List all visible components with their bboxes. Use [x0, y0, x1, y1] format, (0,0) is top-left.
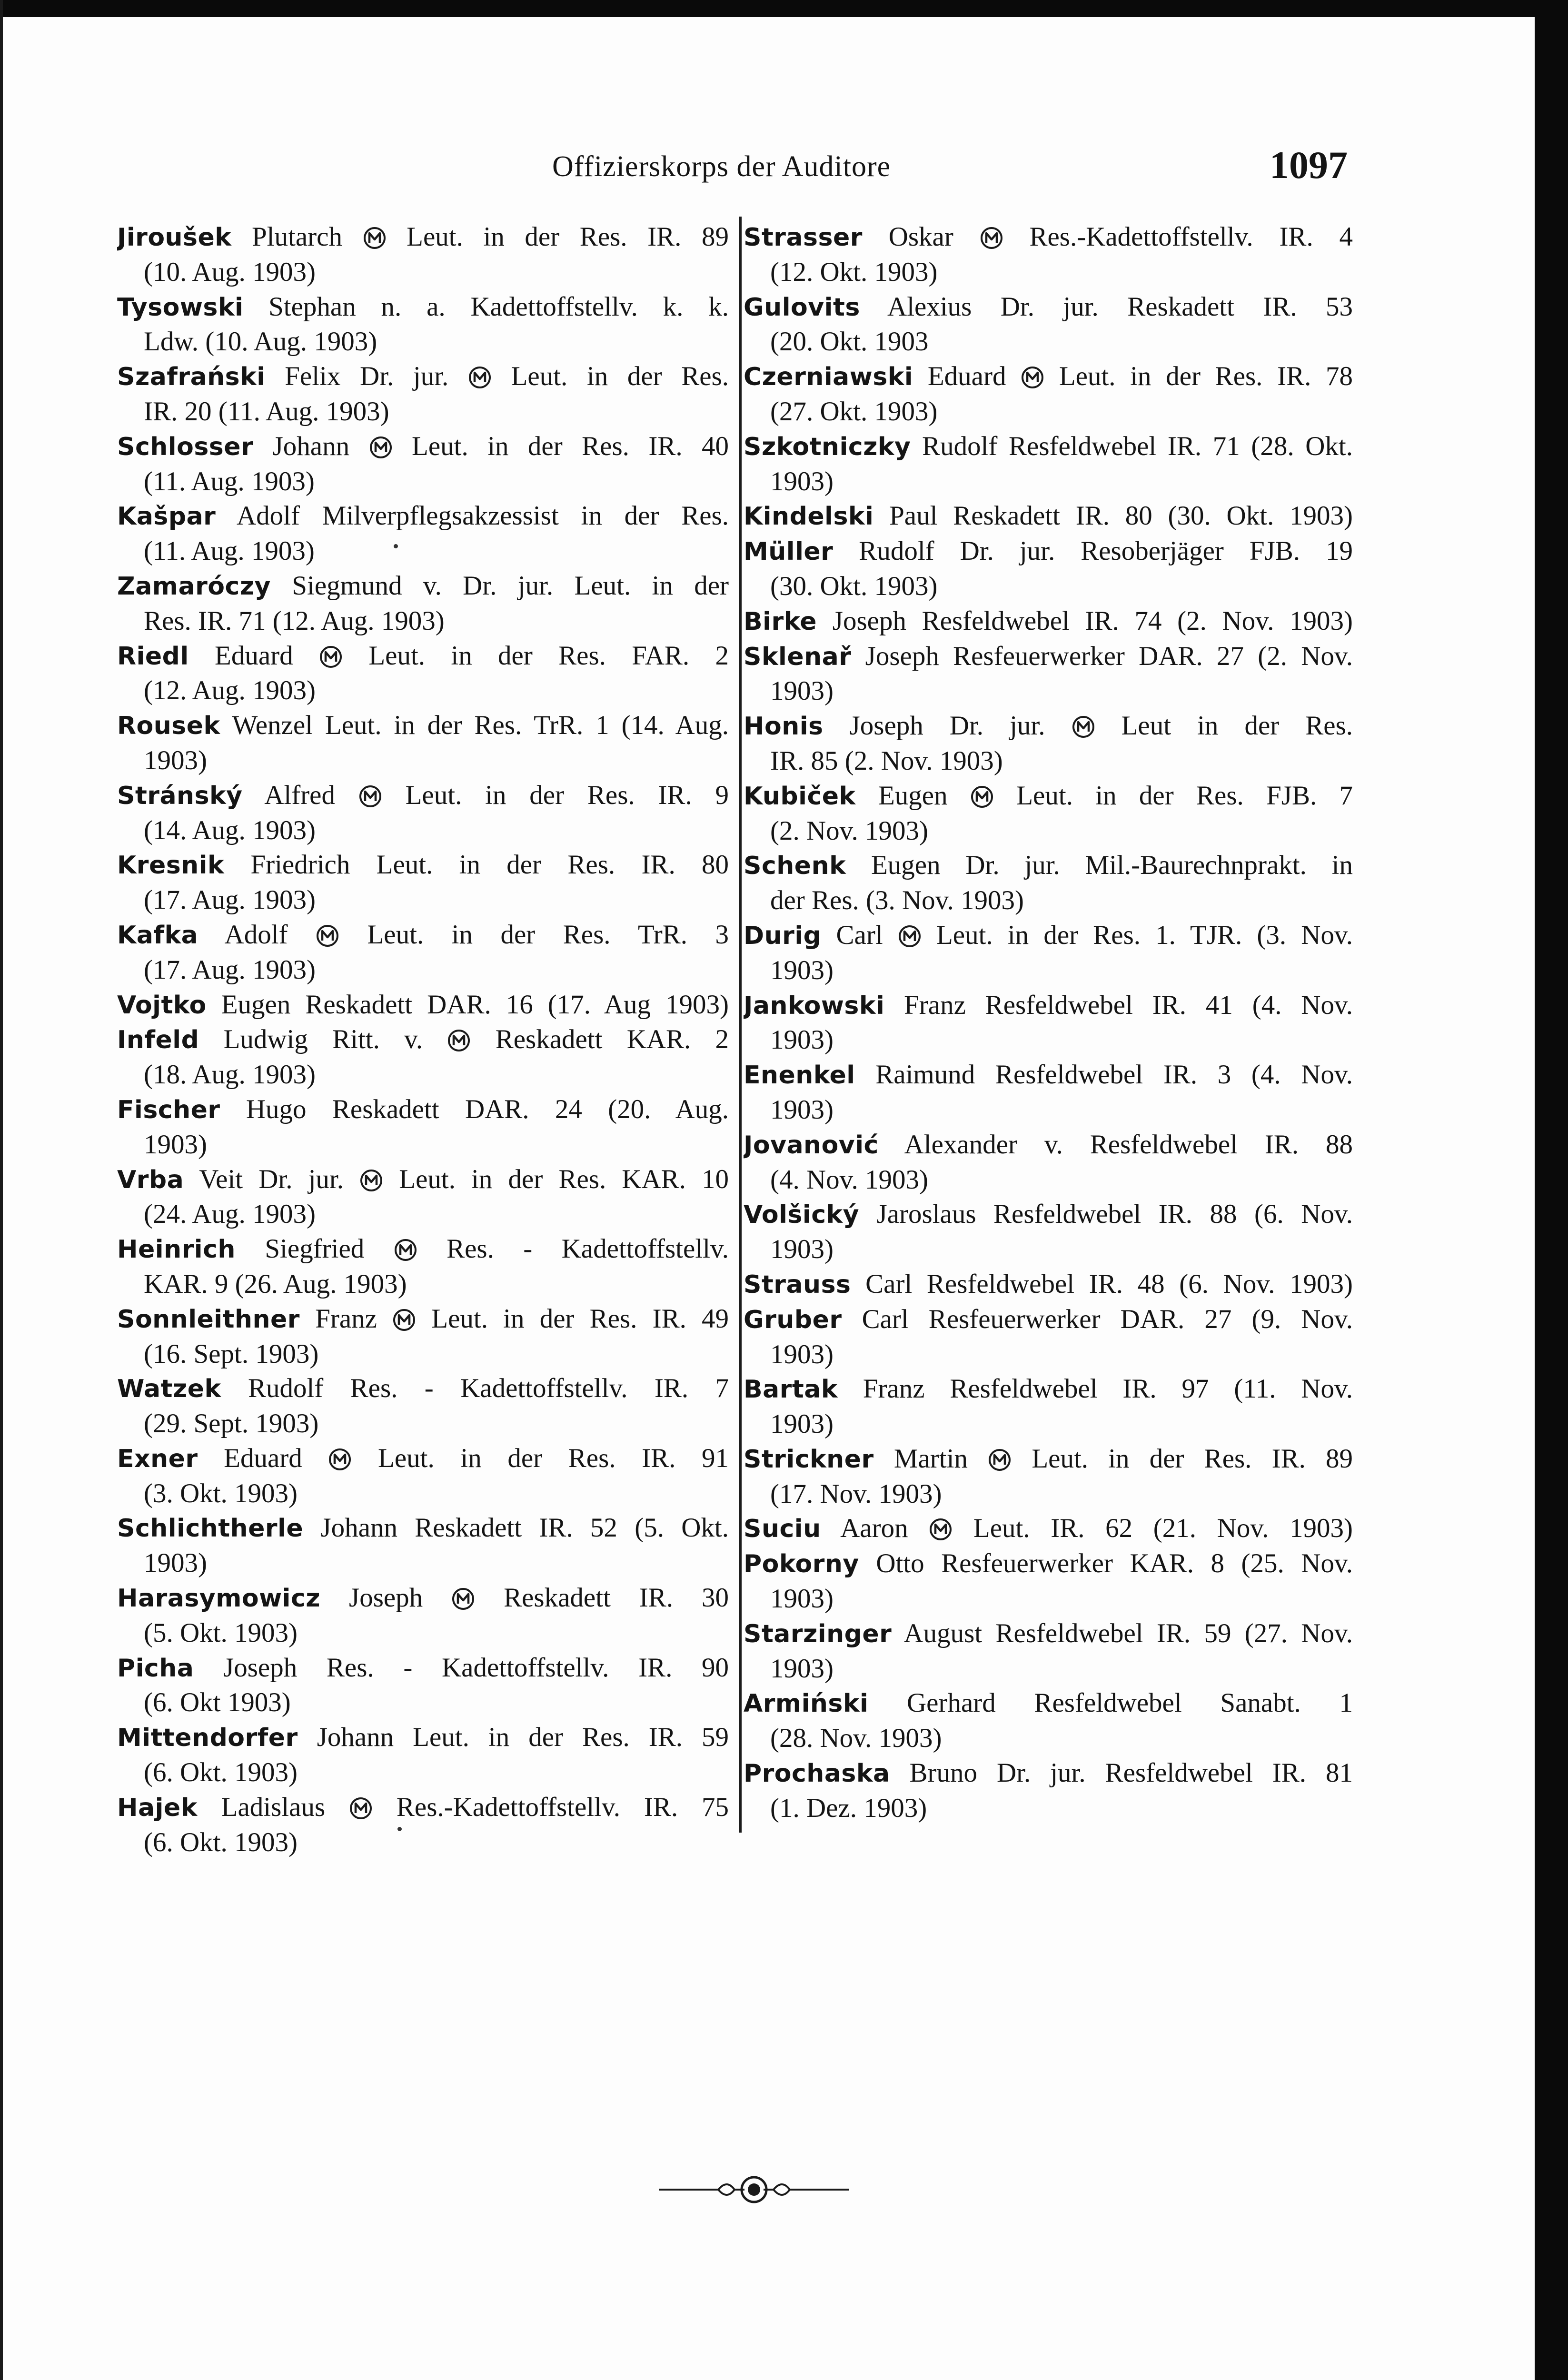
- entry-first-line: [117, 1441, 729, 1477]
- officer-surname: Gruber: [744, 1305, 842, 1334]
- entry-text: Eduard: [927, 361, 1006, 392]
- roster-entry: [744, 1686, 1353, 1756]
- entry-text: Leut. IR. 62 (21. Nov. 1903): [973, 1513, 1353, 1544]
- entry-first-line: [744, 779, 1353, 814]
- medal-m-icon: [392, 1308, 416, 1332]
- roster-entry: [117, 220, 729, 290]
- entry-text: Johann Reskadett IR. 52 (5. Okt.: [320, 1513, 729, 1543]
- entry-first-line: [117, 1511, 729, 1546]
- roster-entry: [117, 708, 729, 778]
- entry-first-line: [117, 499, 729, 534]
- entry-first-line: [744, 220, 1353, 255]
- entry-text: Leut in der Res.: [1121, 711, 1353, 741]
- medal-m-icon: [980, 226, 1003, 250]
- entry-continuation-line: IR. 20 (11. Aug. 1903): [144, 396, 389, 426]
- roster-entry: [117, 1790, 729, 1860]
- entry-continuation-line: (6. Okt 1903): [144, 1687, 291, 1718]
- running-head: Offizierskorps der Auditore: [552, 150, 891, 183]
- entry-first-line: [117, 918, 729, 953]
- roster-entry: [117, 1651, 729, 1721]
- medal-m-icon: [328, 1448, 352, 1471]
- roster-entry: [117, 499, 729, 569]
- entry-text: Leut. in der Res. FAR. 2: [368, 640, 729, 671]
- medal-m-icon: [468, 366, 492, 389]
- entry-text: Alexius Dr. jur. Reskadett IR. 53: [887, 291, 1353, 322]
- entry-text: Carl: [836, 920, 883, 950]
- entry-continuation-line: (18. Aug. 1903): [144, 1060, 316, 1090]
- stray-dot: [394, 544, 398, 548]
- medal-m-icon: [349, 1796, 373, 1820]
- officer-surname: Gulovits: [744, 293, 860, 322]
- entry-text: Franz Resfeldwebel IR. 97 (11. Nov.: [863, 1374, 1353, 1404]
- entry-continuation-line: 1903): [770, 1094, 834, 1125]
- entry-text: Hugo Reskadett DAR. 24 (20. Aug.: [246, 1094, 729, 1124]
- roster-entry: [117, 1371, 729, 1441]
- entry-continuation-line: (28. Nov. 1903): [770, 1723, 942, 1754]
- entry-continuation-line: 1903): [770, 466, 834, 496]
- entry-continuation-line: 1903): [144, 1548, 207, 1578]
- roster-entry: [117, 1232, 729, 1302]
- medal-m-icon: [358, 784, 382, 808]
- officer-surname: Jiroušek: [117, 223, 232, 252]
- entry-text: Joseph Resfeldwebel IR. 74 (2. Nov. 1903): [832, 605, 1353, 636]
- officer-surname: Schenk: [744, 852, 846, 881]
- entry-text: Friedrich Leut. in der Res. IR. 80: [250, 850, 729, 880]
- roster-entry: [744, 1372, 1353, 1442]
- entry-text: Leut. in der Res. 1. TJR. (3. Nov.: [936, 920, 1353, 950]
- roster-entry: [744, 1756, 1353, 1826]
- roster-entry: [744, 1302, 1353, 1372]
- entry-continuation-line: 1903): [770, 676, 834, 706]
- medal-m-icon: [369, 436, 393, 459]
- officer-surname: Honis: [744, 712, 824, 741]
- officer-surname: Schlichtherle: [117, 1514, 304, 1543]
- officer-surname: Zamaróczy: [117, 572, 271, 601]
- officer-surname: Armiński: [744, 1689, 869, 1718]
- officer-surname: Müller: [744, 537, 834, 566]
- entry-text: Res.-Kadettoffstellv. IR. 75: [396, 1792, 729, 1822]
- right-column: [744, 220, 1353, 1826]
- entry-continuation-line: (5. Okt. 1903): [144, 1617, 298, 1648]
- officer-surname: Kresnik: [117, 851, 225, 880]
- entry-first-line: [744, 499, 1353, 534]
- entry-text: Raimund Resfeldwebel IR. 3 (4. Nov.: [875, 1060, 1353, 1090]
- roster-entry: [117, 778, 729, 848]
- entry-continuation-line: Ldw. (10. Aug. 1903): [144, 327, 377, 357]
- entry-text: Ladislaus: [221, 1792, 326, 1822]
- entry-continuation-line: (6. Okt. 1903): [144, 1827, 298, 1857]
- entry-text: Otto Resfeuerwerker KAR. 8 (25. Nov.: [876, 1548, 1353, 1579]
- officer-surname: Jankowski: [744, 991, 885, 1020]
- entry-continuation-line: (4. Nov. 1903): [770, 1164, 928, 1195]
- entry-continuation-line: (11. Aug. 1903): [144, 536, 315, 566]
- entry-continuation-line: 1903): [770, 955, 834, 985]
- scan-edge-left: [0, 0, 3, 2380]
- entry-continuation-line: (6. Okt. 1903): [144, 1757, 298, 1788]
- ornament-icon: [659, 2168, 849, 2211]
- officer-surname: Exner: [117, 1444, 198, 1473]
- entry-text: Franz: [315, 1303, 377, 1334]
- entry-text: Reskadett KAR. 2: [495, 1024, 729, 1055]
- roster-entry: [117, 290, 729, 360]
- roster-entry: [744, 1267, 1353, 1302]
- entry-continuation-line: (27. Okt. 1903): [770, 396, 938, 426]
- entry-first-line: [117, 1232, 729, 1267]
- officer-surname: Jovanović: [744, 1130, 879, 1160]
- entry-continuation-line: (17. Aug. 1903): [144, 885, 316, 915]
- entry-first-line: [744, 1372, 1353, 1407]
- entry-text: Joseph Resfeuerwerker DAR. 27 (2. Nov.: [865, 641, 1353, 671]
- roster-entry: [744, 639, 1353, 709]
- entry-text: Plutarch: [251, 222, 342, 252]
- entry-first-line: [117, 988, 729, 1023]
- officer-surname: Kubiček: [744, 782, 856, 811]
- entry-text: Joseph Dr. jur.: [849, 711, 1045, 741]
- officer-surname: Stránský: [117, 781, 243, 810]
- officer-surname: Mittendorfer: [117, 1724, 298, 1753]
- officer-surname: Strasser: [744, 223, 863, 252]
- officer-surname: Kašpar: [117, 502, 216, 531]
- entry-first-line: [117, 1022, 729, 1058]
- roster-entry: [117, 1162, 729, 1232]
- roster-entry: [744, 709, 1353, 779]
- entry-first-line: [117, 778, 729, 813]
- entry-text: Leut. in der Res. IR. 78: [1059, 361, 1353, 392]
- officer-surname: Tysowski: [117, 293, 244, 322]
- stray-dot: [397, 1827, 402, 1831]
- entry-first-line: [744, 1442, 1353, 1477]
- entry-continuation-line: Res. IR. 71 (12. Aug. 1903): [144, 605, 445, 636]
- roster-entry: [744, 290, 1353, 360]
- officer-surname: Schlosser: [117, 432, 254, 461]
- entry-text: Leut. in der Res. KAR. 10: [399, 1164, 729, 1194]
- page-number: 1097: [1270, 143, 1348, 187]
- roster-entry: [744, 1442, 1353, 1512]
- roster-entry: [117, 1720, 729, 1790]
- entry-first-line: [117, 290, 729, 325]
- roster-entry: [117, 1092, 729, 1162]
- officer-surname: Sonnleithner: [117, 1305, 300, 1334]
- entry-first-line: [744, 639, 1353, 674]
- officer-surname: Kindelski: [744, 502, 874, 531]
- entry-first-line: [117, 1581, 729, 1616]
- officer-surname: Birke: [744, 607, 817, 636]
- entry-first-line: [744, 1547, 1353, 1582]
- entry-text: Johann: [272, 431, 350, 461]
- entry-text: Eduard: [215, 640, 293, 671]
- roster-entry: [744, 499, 1353, 534]
- officer-surname: Rousek: [117, 712, 220, 741]
- entry-first-line: [744, 1197, 1353, 1232]
- officer-surname: Heinrich: [117, 1235, 236, 1264]
- roster-entry: [117, 988, 729, 1023]
- entry-text: Alexander v. Resfeldwebel IR. 88: [904, 1129, 1353, 1160]
- roster-entry: [744, 1511, 1353, 1547]
- entry-text: Joseph: [349, 1583, 423, 1613]
- medal-m-icon: [929, 1517, 953, 1541]
- entry-continuation-line: 1903): [770, 1025, 834, 1055]
- officer-surname: Suciu: [744, 1515, 821, 1544]
- roster-entry: [117, 918, 729, 988]
- entry-first-line: [744, 1616, 1353, 1652]
- entry-first-line: [117, 1162, 729, 1198]
- entry-text: August Resfeldwebel IR. 59 (27. Nov.: [903, 1618, 1353, 1648]
- entry-text: Res.-Kadettoffstellv. IR. 4: [1029, 222, 1353, 252]
- entry-text: Carl Resfeuerwerker DAR. 27 (9. Nov.: [862, 1304, 1353, 1334]
- entry-text: Adolf: [224, 919, 288, 950]
- entry-first-line: [117, 1651, 729, 1686]
- entry-text: Rudolf Res. - Kadettoffstellv. IR. 7: [248, 1373, 729, 1404]
- entry-text: Paul Reskadett IR. 80 (30. Okt. 1903): [889, 501, 1353, 531]
- entry-continuation-line: (29. Sept. 1903): [144, 1408, 319, 1439]
- entry-text: Veit Dr. jur.: [199, 1164, 344, 1194]
- entry-continuation-line: 1903): [770, 1584, 834, 1614]
- entry-first-line: [744, 988, 1353, 1023]
- entry-first-line: [117, 1720, 729, 1755]
- officer-surname: Fischer: [117, 1095, 220, 1124]
- officer-surname: Vojtko: [117, 991, 207, 1020]
- entry-first-line: [117, 220, 729, 255]
- entry-first-line: [117, 1790, 729, 1825]
- entry-text: Stephan n. a. Kadettoffstellv. k. k.: [268, 291, 729, 322]
- entry-continuation-line: (12. Okt. 1903): [770, 257, 938, 287]
- entry-first-line: [117, 1371, 729, 1407]
- roster-entry: [117, 569, 729, 639]
- entry-first-line: [117, 1092, 729, 1128]
- entry-continuation-line: 1903): [770, 1653, 834, 1684]
- officer-surname: Infeld: [117, 1026, 199, 1055]
- entry-first-line: [744, 290, 1353, 325]
- entry-continuation-line: (3. Okt. 1903): [144, 1478, 298, 1508]
- roster-entry: [744, 1058, 1353, 1128]
- medal-m-icon: [394, 1238, 417, 1262]
- roster-entry: [117, 1022, 729, 1092]
- officer-surname: Pokorny: [744, 1550, 859, 1579]
- roster-entry: [744, 1547, 1353, 1616]
- officer-surname: Starzinger: [744, 1619, 892, 1648]
- entry-text: Leut. in der Res. FJB. 7: [1016, 780, 1353, 811]
- roster-entry: [117, 1441, 729, 1511]
- entry-text: Leut. in der Res. IR. 49: [431, 1303, 729, 1334]
- entry-text: Eugen: [878, 780, 948, 811]
- entry-text: Gerhard Resfeldwebel Sanabt. 1: [907, 1688, 1353, 1718]
- roster-entry: [744, 604, 1353, 639]
- entry-text: Joseph Res. - Kadettoffstellv. IR. 90: [223, 1652, 729, 1683]
- officer-surname: Kafka: [117, 921, 198, 950]
- entry-continuation-line: 1903): [770, 1409, 834, 1439]
- medal-m-icon: [319, 645, 343, 669]
- entry-text: Siegfried: [265, 1234, 365, 1264]
- entry-first-line: [744, 1128, 1353, 1163]
- scan-edge-right: [1535, 0, 1568, 2380]
- medal-m-icon: [363, 226, 387, 250]
- entry-first-line: [117, 708, 729, 744]
- entry-continuation-line: (17. Aug. 1903): [144, 954, 316, 985]
- roster-entry: [117, 1511, 729, 1581]
- entry-continuation-line: 1903): [770, 1234, 834, 1265]
- medal-m-icon: [316, 924, 339, 948]
- roster-entry: [744, 220, 1353, 290]
- entry-text: Oskar: [888, 222, 953, 252]
- entry-text: Felix Dr. jur.: [285, 361, 449, 392]
- entry-text: Siegmund v. Dr. jur. Leut. in der: [292, 570, 729, 601]
- entry-text: Leut. in der Res. IR. 89: [407, 222, 729, 252]
- entry-first-line: [744, 1511, 1353, 1547]
- scan-edge-top: [0, 0, 1568, 17]
- medal-m-icon: [447, 1029, 471, 1052]
- officer-surname: Hajek: [117, 1793, 198, 1822]
- entry-text: Ludwig Ritt. v.: [223, 1024, 423, 1055]
- entry-text: Res. - Kadettoffstellv.: [447, 1234, 729, 1264]
- entry-text: Leut. in der Res.: [511, 361, 729, 392]
- entry-text: Carl Resfeldwebel IR. 48 (6. Nov. 1903): [865, 1269, 1353, 1299]
- entry-first-line: [744, 1302, 1353, 1338]
- entry-first-line: [744, 604, 1353, 639]
- officer-surname: Strickner: [744, 1445, 874, 1474]
- roster-entry: [744, 534, 1353, 604]
- entry-continuation-line: 1903): [144, 1129, 207, 1160]
- entry-first-line: [117, 848, 729, 883]
- entry-first-line: [117, 569, 729, 604]
- roster-entry: [117, 1302, 729, 1372]
- officer-surname: Bartak: [744, 1375, 838, 1404]
- entry-first-line: [744, 1058, 1353, 1093]
- entry-first-line: [744, 848, 1353, 883]
- officer-surname: Sklenař: [744, 642, 852, 671]
- officer-surname: Czerniawski: [744, 363, 913, 392]
- entry-continuation-line: KAR. 9 (26. Aug. 1903): [144, 1269, 407, 1299]
- entry-text: Johann Leut. in der Res. IR. 59: [317, 1722, 729, 1753]
- roster-entry: [744, 359, 1353, 429]
- entry-continuation-line: 1903): [770, 1339, 834, 1369]
- entry-text: Reskadett IR. 30: [504, 1583, 729, 1613]
- roster-entry: [744, 988, 1353, 1058]
- entry-continuation-line: (14. Aug. 1903): [144, 815, 316, 845]
- entry-first-line: [117, 429, 729, 465]
- medal-m-icon: [359, 1169, 383, 1192]
- roster-entry: [117, 848, 729, 918]
- officer-surname: Szkotniczky: [744, 432, 911, 461]
- entry-text: Adolf Milverpflegsakzessist in der Res.: [236, 501, 729, 531]
- officer-surname: Watzek: [117, 1375, 221, 1404]
- entry-first-line: [744, 429, 1353, 465]
- entry-first-line: [744, 534, 1353, 569]
- officer-surname: Volšický: [744, 1200, 860, 1230]
- officer-surname: Durig: [744, 921, 822, 950]
- roster-entry: [744, 429, 1353, 499]
- entry-text: Martin: [893, 1443, 968, 1474]
- entry-continuation-line: (24. Aug. 1903): [144, 1199, 316, 1230]
- entry-first-line: [744, 709, 1353, 744]
- entry-first-line: [744, 359, 1353, 395]
- roster-entry: [744, 779, 1353, 849]
- entry-continuation-line: (1. Dez. 1903): [770, 1793, 927, 1823]
- entry-continuation-line: der Res. (3. Nov. 1903): [770, 885, 1024, 916]
- roster-entry: [744, 1128, 1353, 1198]
- officer-surname: Vrba: [117, 1165, 184, 1194]
- roster-entry: [744, 1616, 1353, 1686]
- entry-continuation-line: (16. Sept. 1903): [144, 1339, 319, 1369]
- entry-first-line: [117, 359, 729, 395]
- entry-first-line: [744, 1267, 1353, 1302]
- entry-first-line: [744, 918, 1353, 953]
- entry-text: Eugen Reskadett DAR. 16 (17. Aug 1903): [221, 989, 729, 1020]
- entry-text: Alfred: [264, 780, 335, 810]
- entry-text: Rudolf Dr. jur. Resoberjäger FJB. 19: [859, 536, 1353, 566]
- entry-first-line: [744, 1756, 1353, 1791]
- medal-m-icon: [898, 924, 922, 948]
- roster-entry: [117, 639, 729, 709]
- column-divider: [739, 217, 742, 1833]
- entry-text: Wenzel Leut. in der Res. TrR. 1 (14. Aug.: [232, 710, 729, 741]
- entry-text: Rudolf Resfeldwebel IR. 71 (28. Okt.: [922, 431, 1353, 461]
- entry-continuation-line: (11. Aug. 1903): [144, 466, 315, 496]
- roster-entry: [117, 429, 729, 499]
- entry-continuation-line: (10. Aug. 1903): [144, 257, 316, 287]
- entry-text: Leut. in der Res. IR. 89: [1032, 1443, 1353, 1474]
- roster-entry: [744, 918, 1353, 988]
- entry-text: Eugen Dr. jur. Mil.-Baurechnprakt. in: [871, 850, 1353, 881]
- entry-text: Leut. in der Res. TrR. 3: [367, 919, 729, 950]
- entry-text: Jaroslaus Resfeldwebel IR. 88 (6. Nov.: [876, 1199, 1353, 1230]
- medal-m-icon: [970, 785, 994, 809]
- roster-entry: [744, 848, 1353, 918]
- officer-surname: Szafrański: [117, 363, 266, 392]
- entry-continuation-line: (20. Okt. 1903: [770, 327, 929, 357]
- medal-m-icon: [1021, 366, 1044, 389]
- officer-surname: Harasymowicz: [117, 1584, 321, 1613]
- medal-m-icon: [451, 1587, 475, 1611]
- entry-continuation-line: 1903): [144, 745, 207, 775]
- officer-surname: Picha: [117, 1654, 194, 1683]
- medal-m-icon: [988, 1448, 1012, 1472]
- entry-continuation-line: IR. 85 (2. Nov. 1903): [770, 745, 1003, 776]
- entry-text: Eduard: [224, 1443, 302, 1473]
- entry-first-line: [117, 639, 729, 674]
- officer-surname: Prochaska: [744, 1759, 890, 1788]
- roster-entry: [117, 359, 729, 429]
- medal-m-icon: [1072, 715, 1095, 739]
- entry-first-line: [744, 1686, 1353, 1721]
- left-column: [117, 220, 729, 1860]
- entry-continuation-line: (2. Nov. 1903): [770, 815, 928, 846]
- entry-continuation-line: (12. Aug. 1903): [144, 675, 316, 706]
- entry-continuation-line: (17. Nov. 1903): [770, 1478, 942, 1509]
- entry-text: Bruno Dr. jur. Resfeldwebel IR. 81: [909, 1758, 1353, 1788]
- officer-surname: Strauss: [744, 1270, 851, 1299]
- entry-text: Leut. in der Res. IR. 40: [412, 431, 729, 461]
- entry-text: Franz Resfeldwebel IR. 41 (4. Nov.: [904, 990, 1353, 1020]
- officer-surname: Riedl: [117, 642, 189, 671]
- roster-entry: [744, 1197, 1353, 1267]
- officer-surname: Enenkel: [744, 1061, 855, 1090]
- entry-text: Leut. in der Res. IR. 91: [378, 1443, 729, 1473]
- entry-continuation-line: (30. Okt. 1903): [770, 571, 938, 601]
- entry-text: Leut. in der Res. IR. 9: [405, 780, 729, 810]
- entry-text: Aaron: [840, 1513, 908, 1544]
- roster-entry: [117, 1581, 729, 1651]
- entry-first-line: [117, 1302, 729, 1337]
